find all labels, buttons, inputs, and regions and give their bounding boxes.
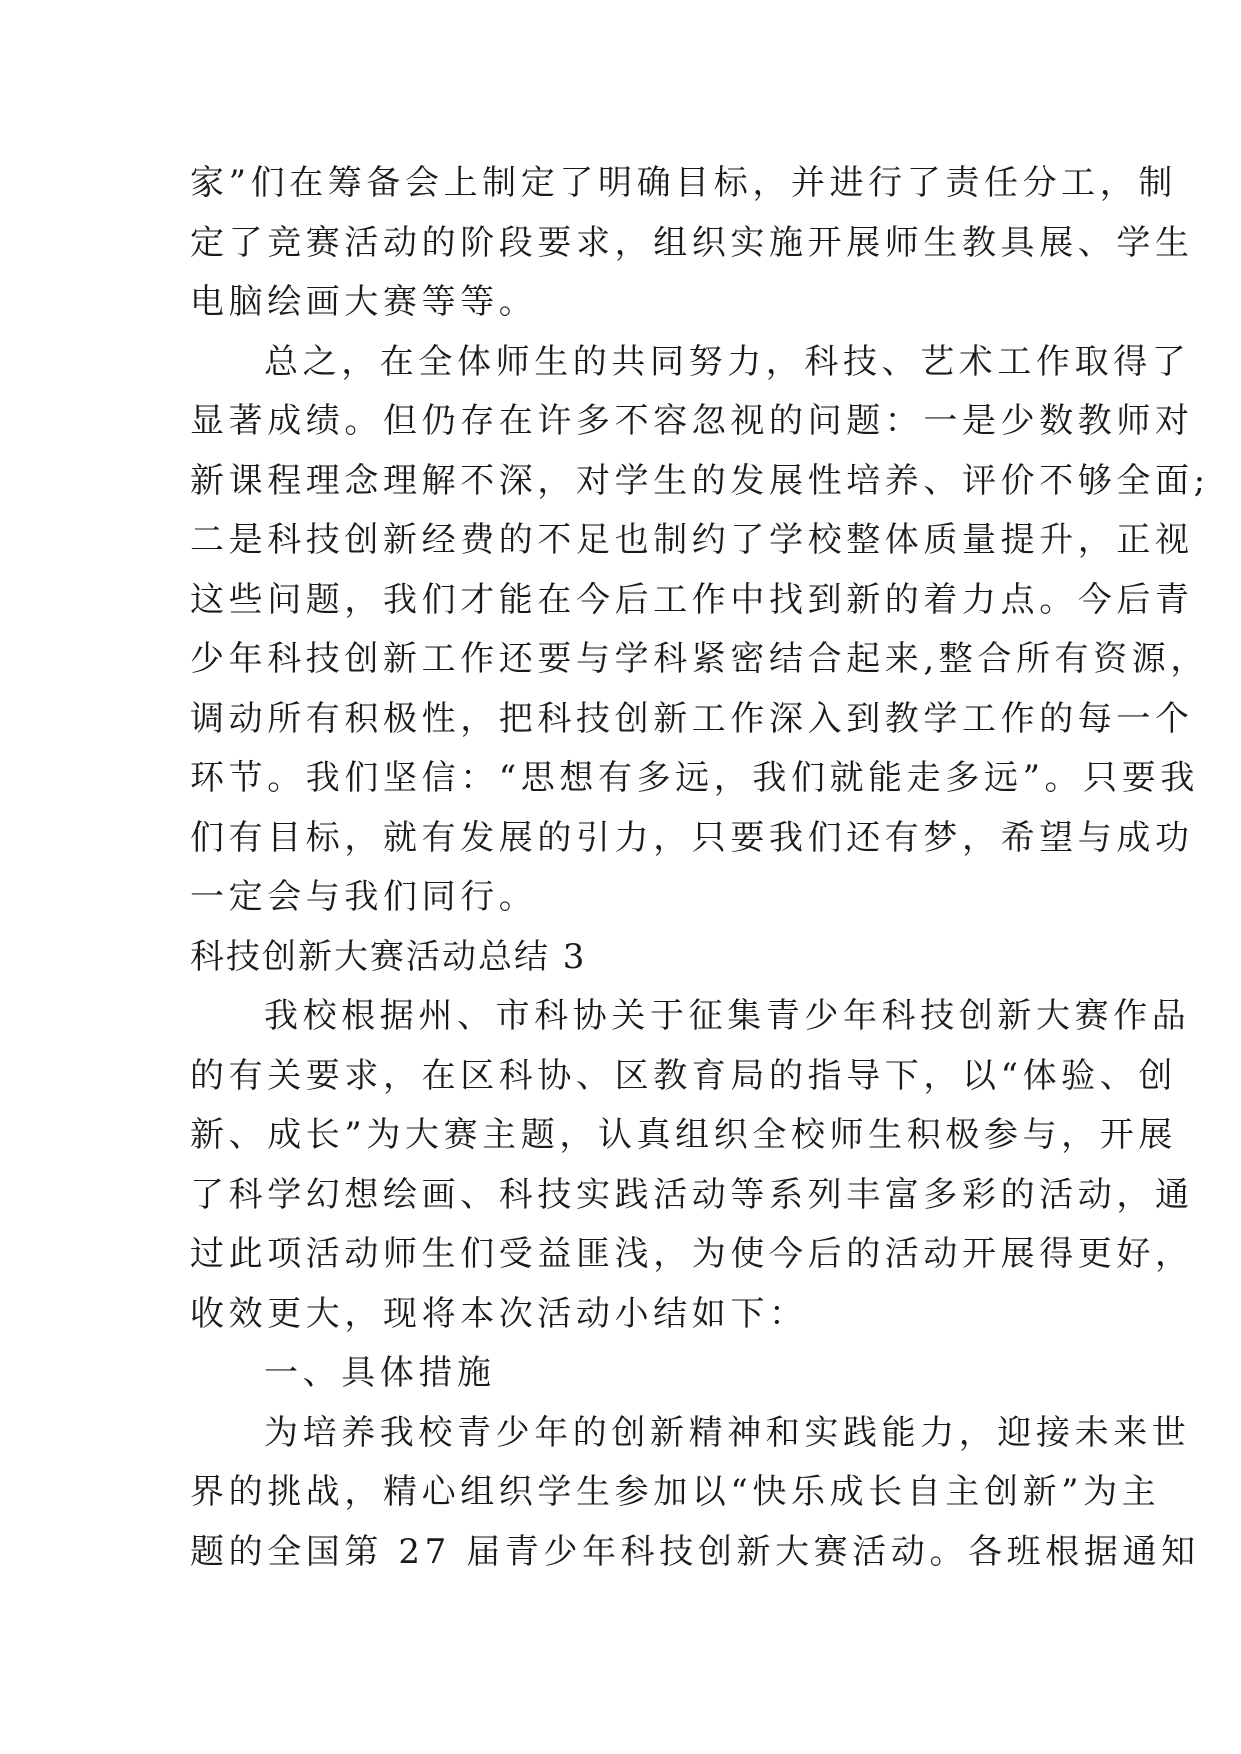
text-line: 们有目标，就有发展的引力，只要我们还有梦，希望与成功: [190, 817, 1194, 858]
text-line: 二是科技创新经费的不足也制约了学校整体质量提升，正视: [190, 520, 1194, 560]
text-line: 界的挑战，精心组织学生参加以“快乐成长自主创新”为主: [190, 1472, 1161, 1512]
text-line: 显著成绩。但仍存在许多不容忽视的问题：一是少数教师对: [190, 401, 1194, 441]
section-heading: 科技创新大赛活动总结 3: [190, 936, 587, 977]
text-line: 题的全国第 27 届青少年科技创新大赛活动。各班根据通知: [190, 1531, 1200, 1572]
text-line: 收效更大，现将本次活动小结如下：: [190, 1293, 808, 1334]
document-body: [190, 154, 1210, 1582]
text-line: 定了竞赛活动的阶段要求，组织实施开展师生教具展、学生: [190, 222, 1194, 263]
text-line: 一定会与我们同行。: [190, 877, 538, 917]
text-line: 的有关要求，在区科协、区教育局的指导下，以“体验、创: [190, 1055, 1177, 1096]
text-line: 环节。我们坚信：“思想有多远，我们就能走多远”。只要我: [190, 758, 1199, 798]
text-line: 少年科技创新工作还要与学科紧密结合起来,整合所有资源，: [190, 639, 1210, 679]
text-line: 这些问题，我们才能在今后工作中找到新的着力点。今后青: [190, 579, 1194, 620]
text-line: 电脑绘画大赛等等。: [190, 282, 538, 322]
text-line: 新课程理念理解不深，对学生的发展性培养、评价不够全面;: [190, 460, 1210, 501]
text-line: 我校根据州、市科协关于征集青少年科技创新大赛作品: [264, 996, 1191, 1036]
text-line: 新、成长”为大赛主题，认真组织全校师生积极参与，开展: [190, 1115, 1177, 1155]
text-line: 过此项活动师生们受益匪浅，为使今后的活动开展得更好，: [190, 1234, 1194, 1274]
text-line: 家”们在筹备会上制定了明确目标，并进行了责任分工，制: [190, 163, 1177, 203]
text-line: 调动所有积极性，把科技创新工作深入到教学工作的每一个: [190, 698, 1194, 739]
text-line: 总之，在全体师生的共同努力，科技、艺术工作取得了: [264, 341, 1191, 382]
text-line: 一、具体措施: [264, 1353, 496, 1393]
text-line: 为培养我校青少年的创新精神和实践能力，迎接未来世: [264, 1412, 1191, 1453]
text-line: 了科学幻想绘画、科技实践活动等系列丰富多彩的活动，通: [190, 1174, 1194, 1215]
